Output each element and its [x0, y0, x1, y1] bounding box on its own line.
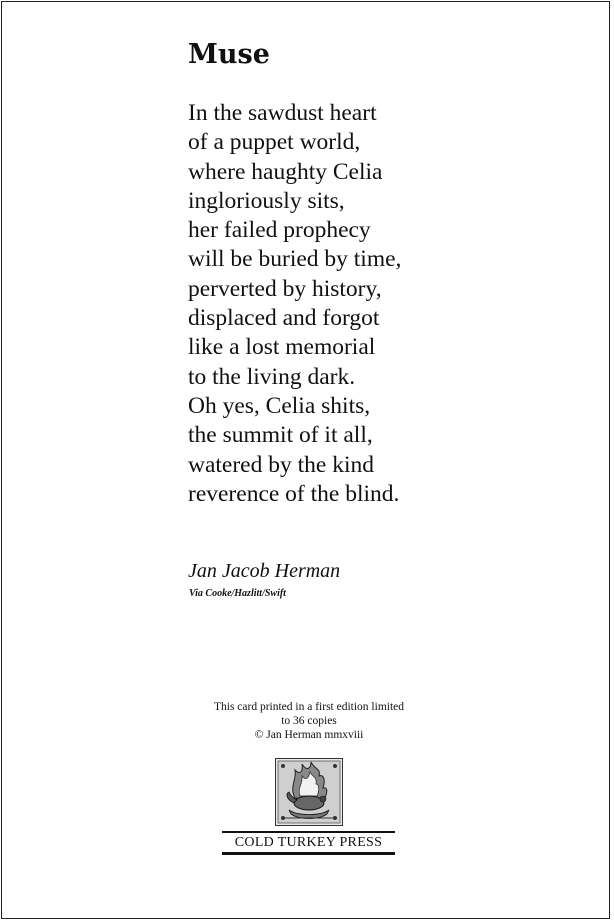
flaming-turkey-emblem-icon	[275, 758, 343, 826]
colophon	[182, 700, 436, 742]
poem-line: watered by the kind	[188, 451, 374, 478]
press-name: COLD TURKEY PRESS	[222, 831, 395, 855]
poem-line: displaced and forgot	[188, 305, 380, 332]
author-name: Jan Jacob Herman	[188, 560, 341, 582]
poem-line: Oh yes, Celia shits,	[188, 392, 371, 419]
poem-line: like a lost memorial	[188, 334, 376, 361]
poem-line: where haughty Celia	[188, 158, 383, 185]
poem-title: Muse	[188, 39, 270, 70]
poem-line: the summit of it all,	[188, 422, 373, 449]
source-attribution: Via Cooke/Hazlitt/Swift	[189, 588, 286, 599]
copyright-note: © Jan Herman mmxviii	[254, 729, 364, 741]
poem-card	[1, 1, 610, 919]
poem-line: her failed prophecy	[188, 217, 371, 244]
poem-line: reverence of the blind.	[188, 480, 400, 507]
copies-note: to 36 copies	[281, 715, 337, 727]
edition-note: This card printed in a first edition limited	[213, 701, 405, 713]
poem-line: perverted by history,	[188, 275, 382, 302]
poem-body	[188, 99, 401, 509]
poem-line: will be buried by time,	[188, 246, 402, 273]
poem-line: of a puppet world,	[188, 129, 361, 156]
poem-line: to the living dark.	[188, 363, 356, 390]
poem-line: ingloriously sits,	[188, 187, 345, 214]
poem-line: In the sawdust heart	[188, 100, 377, 126]
